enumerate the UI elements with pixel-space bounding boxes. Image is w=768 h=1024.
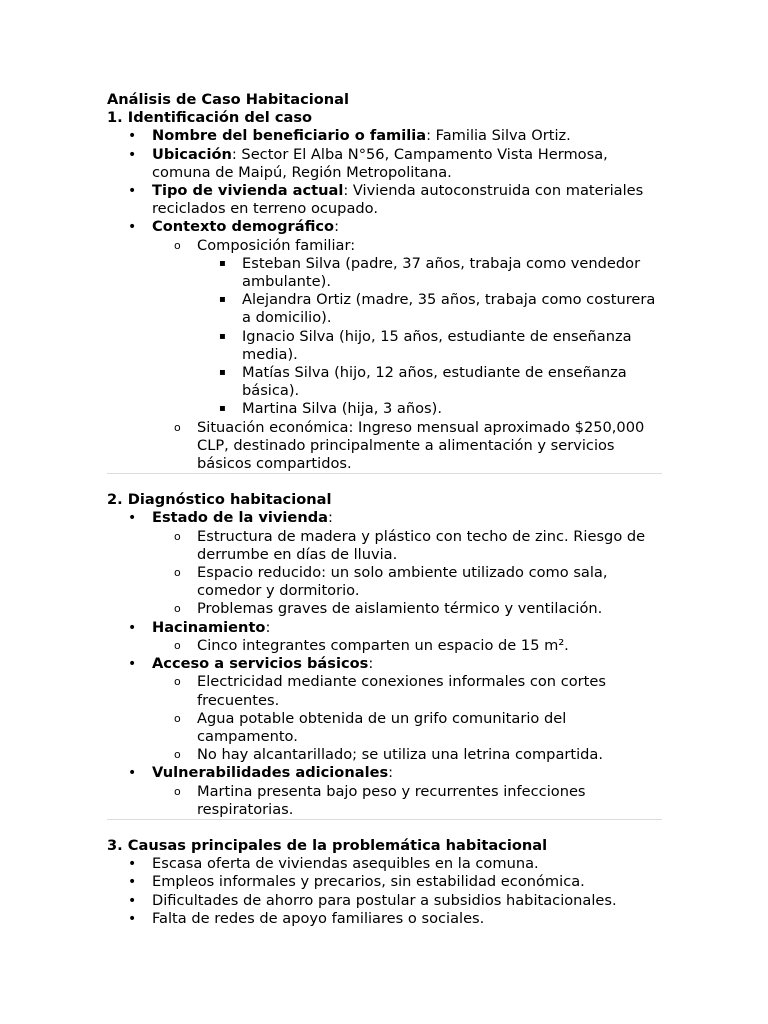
family-member-item <box>197 291 662 327</box>
family-member-item <box>197 255 662 291</box>
bullet-marker: • <box>128 183 137 200</box>
circle-marker: o <box>174 420 181 434</box>
circle-marker: o <box>174 529 181 543</box>
circle-marker: o <box>174 675 181 689</box>
bullet-marker: • <box>128 510 137 527</box>
cause-item <box>107 855 662 873</box>
square-marker: ▪ <box>219 257 226 269</box>
section-1-heading: 1. Identificación del caso <box>107 109 313 127</box>
section-2-list <box>107 509 662 818</box>
family-member-text: Ignacio Silva (hijo, 15 años, estudiante de enseñanza media). <box>242 327 632 363</box>
list-item-beneficiary <box>107 127 662 145</box>
bullet-marker: • <box>128 619 137 636</box>
item-label: Vulnerabilidades adicionales <box>152 764 389 782</box>
bullet-marker: • <box>128 856 137 873</box>
item-label: Acceso a servicios básicos <box>152 655 369 673</box>
sub-item-text: Cinco integrantes comparten un espacio de 15 m². <box>197 636 569 654</box>
list-item-housing-state <box>107 509 662 618</box>
item-label: Estado de la vivienda <box>152 509 329 527</box>
document-content <box>107 91 662 928</box>
circle-marker: o <box>174 638 181 652</box>
family-member-text: Matías Silva (hijo, 12 años, estudiante de enseñanza básica). <box>242 364 627 400</box>
circle-marker: o <box>174 602 181 616</box>
item-text: : <box>265 618 271 636</box>
housing-state-sublist <box>152 528 662 619</box>
cause-item <box>107 873 662 891</box>
square-marker: ▪ <box>219 294 226 306</box>
bullet-marker: • <box>128 765 137 782</box>
cause-item <box>107 892 662 910</box>
sub-item-text: Agua potable obtenida de un grifo comunitario del campamento. <box>197 709 567 745</box>
list-item-vulnerabilities <box>107 764 662 819</box>
item-text: : Vivienda autoconstruida con materiales reciclados en terreno ocupado. <box>152 182 644 218</box>
composition-label: Composición familiar: <box>197 236 356 254</box>
item-label: Contexto demográfico <box>152 218 335 236</box>
circle-marker: o <box>174 238 181 252</box>
item-text: : <box>328 509 333 527</box>
document-title: Análisis de Caso Habitacional <box>107 91 350 108</box>
cause-text: Escasa oferta de viviendas asequibles en la comuna. <box>152 855 539 873</box>
item-text: : <box>368 655 374 673</box>
demographic-sublist <box>152 237 662 474</box>
vulnerabilities-sublist <box>152 783 662 819</box>
sub-item <box>152 783 662 819</box>
item-text: : <box>334 218 339 236</box>
bullet-marker: • <box>128 656 137 673</box>
family-members-list <box>197 255 662 419</box>
bullet-marker: • <box>128 892 137 909</box>
sub-item <box>152 673 662 709</box>
circle-marker: o <box>174 784 181 798</box>
cause-item <box>107 910 662 928</box>
item-label: Ubicación <box>152 145 232 163</box>
sub-item-text: Electricidad mediante conexiones informales con cortes frecuentes. <box>197 673 606 709</box>
section-3-list <box>107 855 662 928</box>
bullet-marker: • <box>128 874 137 891</box>
spacer <box>107 820 662 837</box>
item-text: : Sector El Alba N°56, Campamento Vista Hermosa, comuna de Maipú, Región Metropolitana. <box>152 145 608 181</box>
list-item-housing-type <box>107 182 662 218</box>
cause-text: Falta de redes de apoyo familiares o sociales. <box>152 909 485 927</box>
family-member-text: Esteban Silva (padre, 37 años, trabaja como vendedor ambulante). <box>242 254 641 291</box>
section-3-heading: 3. Causas principales de la problemática habitacional <box>107 836 548 854</box>
sub-item <box>152 746 662 764</box>
list-item-basic-services <box>107 655 662 764</box>
section-1-list <box>107 127 662 473</box>
sub-item-text: Problemas graves de aislamiento térmico y ventilación. <box>197 600 603 618</box>
sub-item-text: Espacio reducido: un solo ambiente utilizado como sala, comedor y dormitorio. <box>197 564 608 600</box>
cause-text: Empleos informales y precarios, sin estabilidad económica. <box>152 873 585 891</box>
sub-item <box>152 710 662 746</box>
square-marker: ▪ <box>219 403 226 415</box>
spacer <box>107 474 662 491</box>
item-text: : Familia Silva Ortiz. <box>426 127 571 145</box>
family-member-item <box>197 328 662 364</box>
square-marker: ▪ <box>219 367 226 379</box>
bullet-marker: • <box>128 910 137 927</box>
overcrowding-sublist <box>152 637 662 655</box>
family-member-item <box>197 364 662 400</box>
sub-item-text: Martina presenta bajo peso y recurrentes infecciones respiratorias. <box>197 782 586 818</box>
basic-services-sublist <box>152 673 662 764</box>
family-member-text: Martina Silva (hija, 3 años). <box>242 400 442 418</box>
list-item-location <box>107 146 662 182</box>
bullet-marker: • <box>128 219 137 236</box>
bullet-marker: • <box>128 128 137 145</box>
family-member-text: Alejandra Ortiz (madre, 35 años, trabaja como costurera a domicilio). <box>242 291 656 327</box>
sub-item <box>152 600 662 618</box>
sub-item-text: Estructura de madera y plástico con techo de zinc. Riesgo de derrumbe en días de lluvia. <box>197 527 646 563</box>
item-text: : <box>388 764 394 782</box>
list-item-economic <box>152 419 662 474</box>
sub-item-text: No hay alcantarillado; se utiliza una letrina compartida. <box>197 746 604 764</box>
item-label: Nombre del beneficiario o familia <box>152 127 427 145</box>
item-label: Tipo de vivienda actual <box>152 182 344 200</box>
circle-marker: o <box>174 711 181 725</box>
section-2-heading: 2. Diagnóstico habitacional <box>107 491 332 509</box>
circle-marker: o <box>174 748 181 762</box>
sub-item <box>152 564 662 600</box>
sub-item <box>152 528 662 564</box>
family-member-item <box>197 400 662 418</box>
list-item-overcrowding <box>107 619 662 655</box>
list-item-composition <box>152 237 662 419</box>
economic-text: Situación económica: Ingreso mensual aproximado $250,000 CLP, destinado principalmente a alimentación y servicios básicos compartidos. <box>197 418 645 473</box>
circle-marker: o <box>174 566 181 580</box>
bullet-marker: • <box>128 146 137 163</box>
list-item-demographic <box>107 218 662 473</box>
cause-text: Dificultades de ahorro para postular a subsidios habitacionales. <box>152 891 617 909</box>
item-label: Hacinamiento <box>152 618 266 636</box>
sub-item <box>152 637 662 655</box>
square-marker: ▪ <box>219 330 226 342</box>
